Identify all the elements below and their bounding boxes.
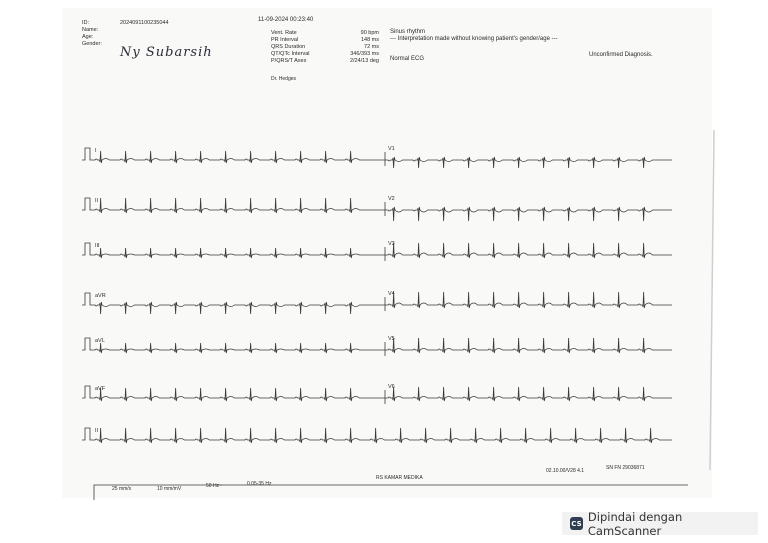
lead-label: aVF (95, 386, 106, 392)
ecg-trace-lead-ii (82, 428, 672, 443)
lead-label: III (95, 243, 100, 249)
lead-label: V5 (388, 336, 395, 342)
patient-id: 2024091100235044 (120, 20, 169, 26)
ecg-trace-lead-ii (82, 198, 385, 213)
measurement-value: 148 ms (360, 37, 379, 43)
lead-label: aVL (95, 338, 105, 344)
measurement-label: QT/QTc Interval (271, 51, 310, 57)
ecg-trace-lead-i (82, 148, 385, 163)
camscanner-text: Dipindai dengan CamScanner (587, 509, 683, 538)
lead-label: V3 (388, 241, 395, 247)
lead-label: V6 (388, 384, 395, 390)
gender-label: Gender: (82, 41, 102, 47)
lead-label: V4 (388, 291, 395, 297)
patient-name-handwritten: Ny Subarsih (120, 45, 213, 60)
interpretation-note: --- Interpretation made without knowing patient's gender/age --- (390, 36, 558, 42)
record-datetime: 11-09-2024 00:23:40 (258, 17, 314, 23)
measurement-value: 346/393 ms (350, 51, 379, 57)
ecg-trace-lead-v1 (385, 157, 672, 168)
measurement-label: Vent. Rate (271, 30, 297, 36)
ecg-trace-lead-avr (82, 293, 385, 314)
lead-label: I (95, 148, 97, 154)
measurement-label: QRS Duration (271, 44, 306, 50)
device-version: 02.10.00/V28 4.1 (546, 468, 585, 474)
measurement-value: 90 bpm (360, 30, 379, 36)
ecg-trace-lead-iii (82, 243, 385, 258)
camscanner-watermark (562, 509, 758, 538)
ecg-trace-lead-v2 (385, 207, 672, 221)
id-label: ID: (82, 20, 90, 26)
device-serial: SN FN 29036871 (606, 465, 645, 471)
measurement-value: 72 ms (364, 44, 379, 50)
physician: Dr. Hedges (271, 76, 297, 82)
rhythm-text: Sinus rhythm (390, 29, 426, 35)
paper-speed: 25 mm/s (112, 486, 132, 492)
unconfirmed-label: Unconfirmed Diagnosis. (589, 52, 653, 58)
measurement-value: 2/24/13 deg (349, 58, 379, 64)
name-label: Name: (82, 27, 99, 33)
hospital-name: RS KAMAR MEDIKA (376, 475, 423, 481)
ecg-trace-lead-v4 (385, 292, 672, 308)
ecg-trace-lead-avl (82, 338, 385, 353)
bandpass-filter: 0.05-35 Hz (247, 481, 272, 487)
ac-filter: 50 Hz~ (206, 483, 222, 489)
ecg-trace-lead-v3 (385, 243, 672, 258)
diagnosis-text: Normal ECG (390, 56, 425, 62)
lead-label: V2 (388, 196, 395, 202)
lead-label: aVR (95, 293, 106, 299)
page-edge (710, 130, 714, 470)
lead-label: V1 (388, 146, 395, 152)
lead-label: II (95, 198, 99, 204)
ecg-trace-lead-v6 (385, 387, 672, 401)
ecg-trace-lead-v5 (385, 338, 672, 353)
measurement-label: P/QRS/T Axes (271, 58, 307, 64)
camscanner-logo-icon: CS (570, 517, 583, 530)
gain: 10 mm/mV (157, 486, 182, 492)
age-label: Age: (82, 34, 94, 40)
measurement-label: PR Interval (271, 37, 299, 43)
lead-label: II (95, 428, 99, 434)
footer-line (94, 485, 688, 500)
ecg-trace-lead-avf (82, 386, 385, 401)
